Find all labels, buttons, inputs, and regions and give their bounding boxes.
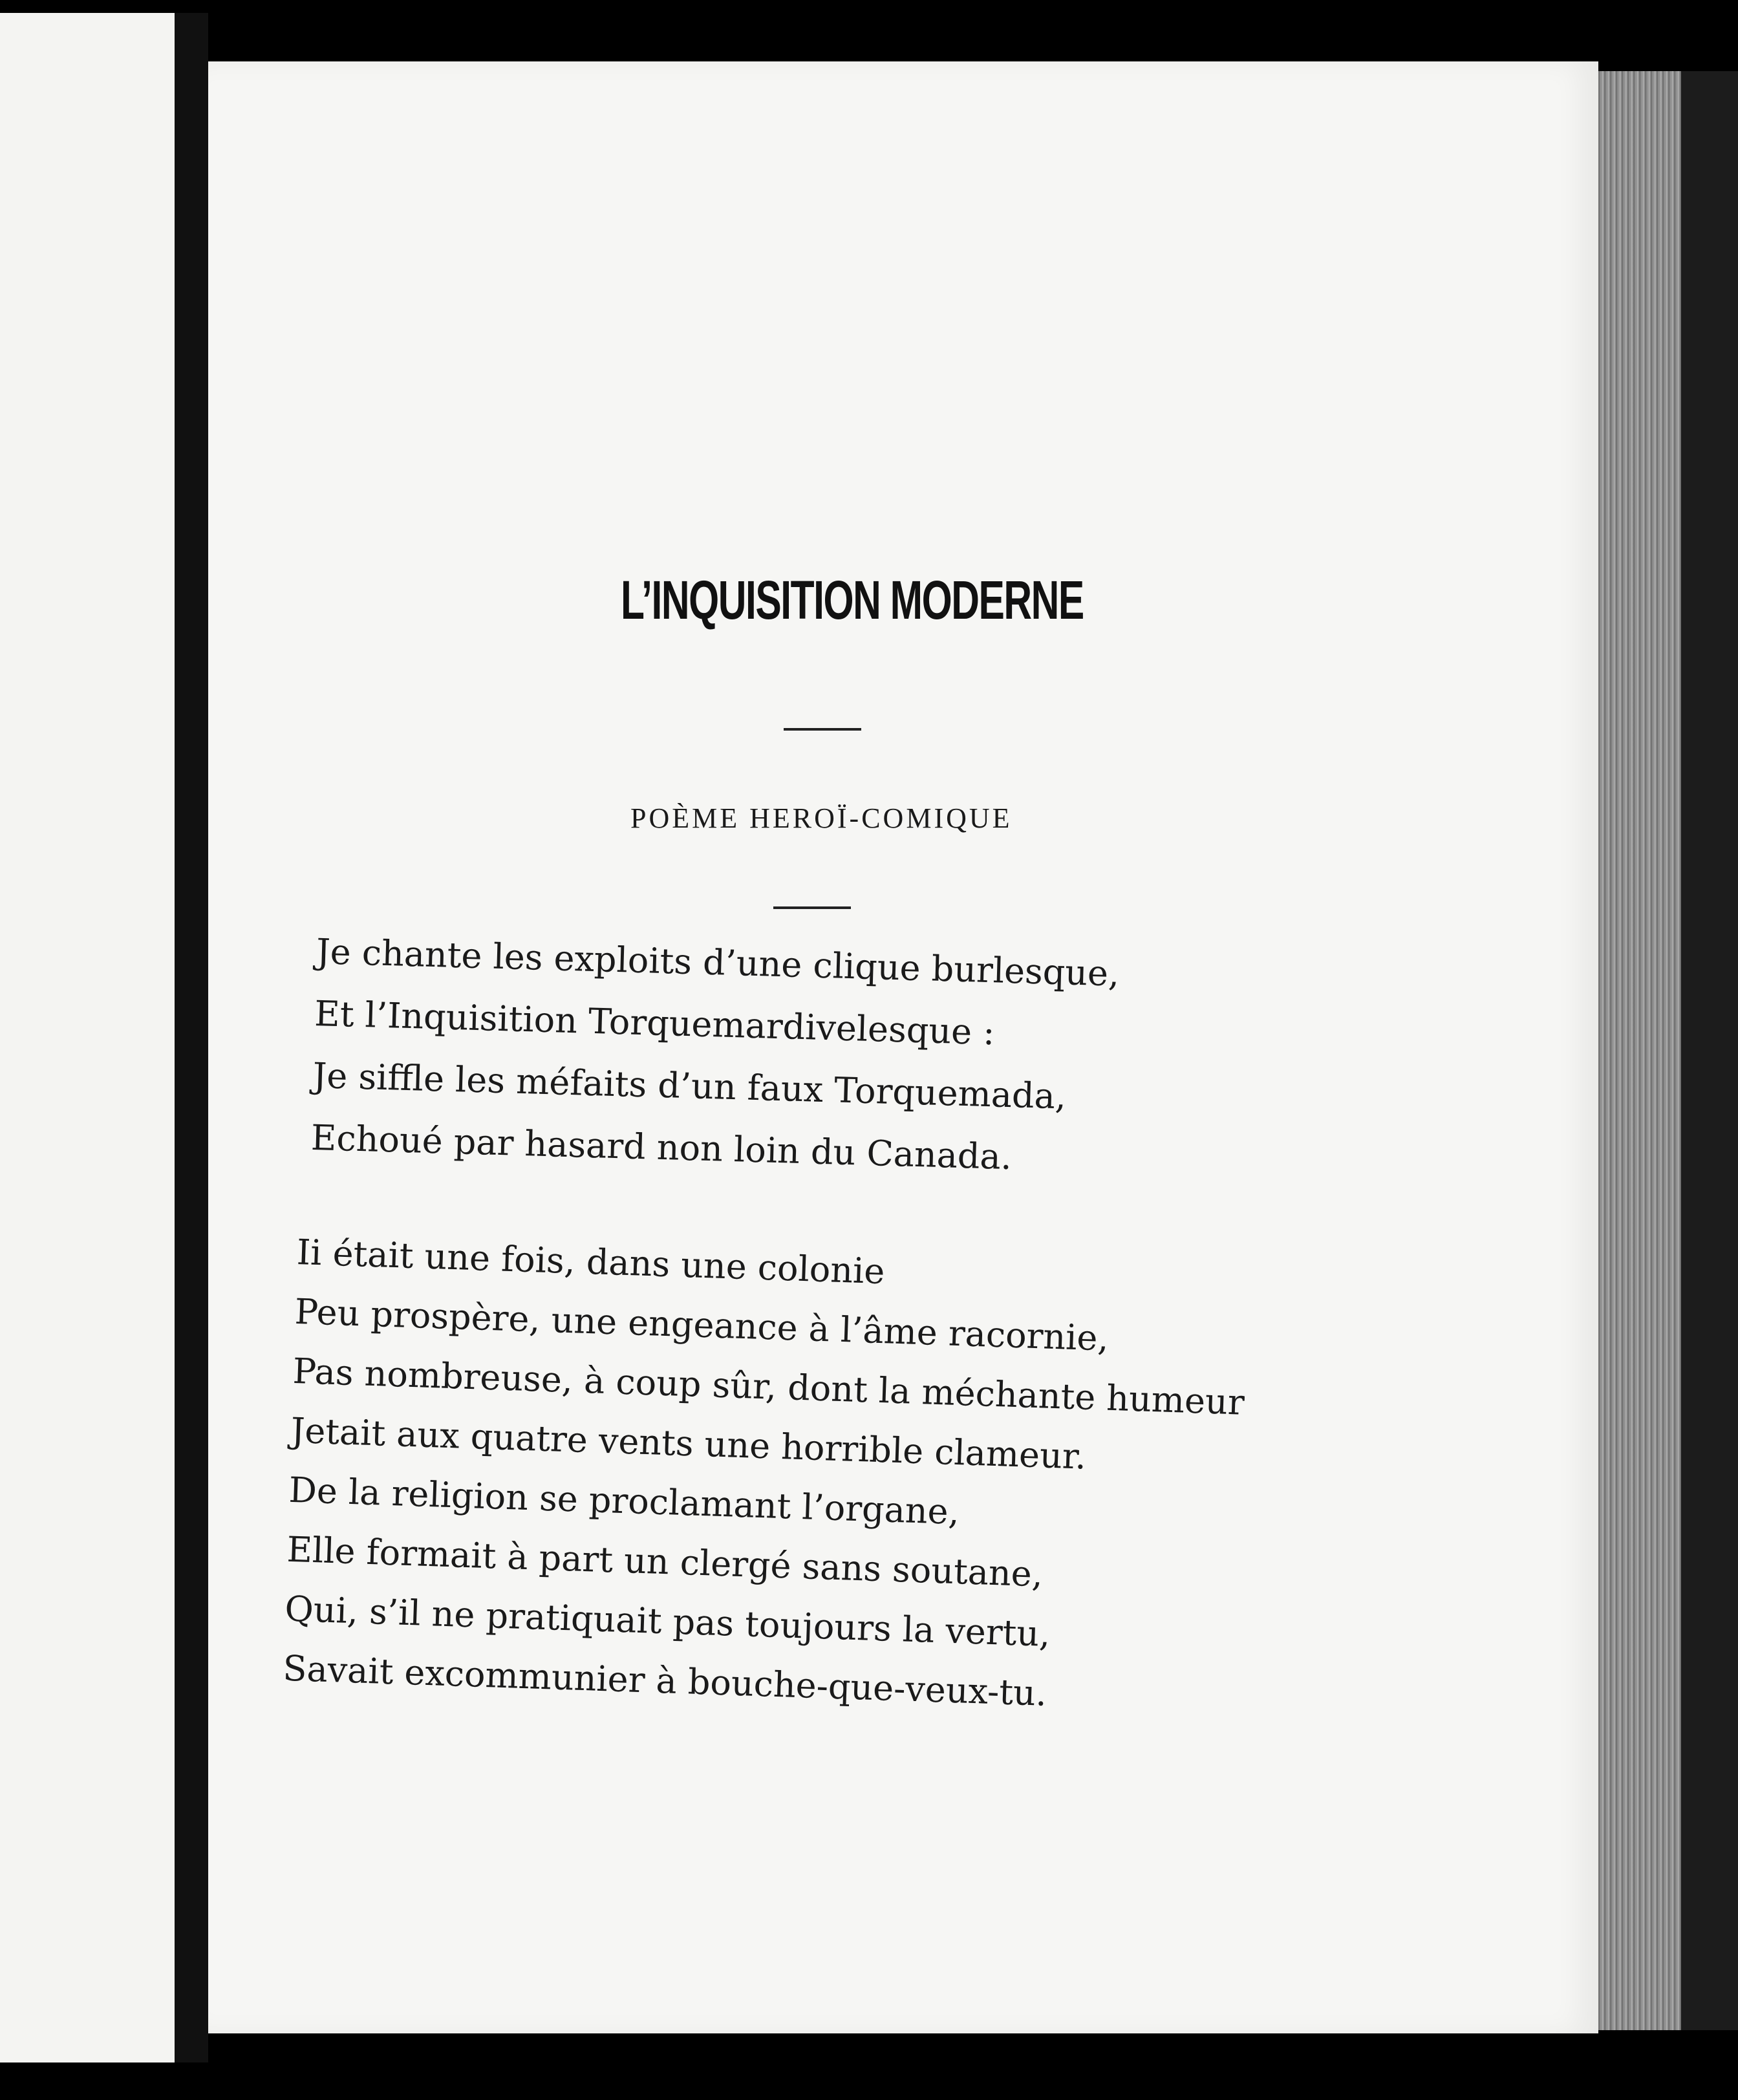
verse-line: Qui, s’il ne pratiquait pas toujours la vertu, [284,1588,1051,1655]
page-edges-shadow [1681,71,1738,2030]
verse-line: Echoué par hasard non loin du Canada. [310,1117,1013,1178]
previous-page-edge [0,13,181,2062]
subtitle-rule [773,906,851,909]
poem-subtitle: POÈME HEROÏ-COMIQUE [630,802,1013,834]
poem-title: L’INQUISITION MODERNE [621,570,1084,630]
verse-line: Je chante les exploits d’une clique burlesque, [316,931,1121,994]
verse-line: Savait excommunier à bouche-que-veux-tu. [282,1647,1047,1714]
stanza-2 [282,1232,1249,1739]
verse-line: Elle formait à part un clergé sans soutane, [286,1528,1044,1595]
stanza-1 [310,931,1120,1202]
verse-line: Peu prospère, une engeance à l’âme racornie, [294,1291,1110,1359]
verse-line: Ii était une fois, dans une colonie [295,1232,886,1292]
verse-line: Et l’Inquisition Torquemardivelesque : [314,992,996,1053]
book-gutter [175,13,208,2062]
verse-line: De la religion se proclamant l’organe, [288,1469,960,1533]
verse-line: Je siffle les méfaits d’un faux Torquemada, [312,1055,1067,1117]
verse-line: Jetait aux quatre vents une horrible clameur. [290,1409,1087,1477]
verse-line: Pas nombreuse, à coup sûr, dont la méchante humeur [292,1350,1245,1423]
title-rule [784,728,861,731]
